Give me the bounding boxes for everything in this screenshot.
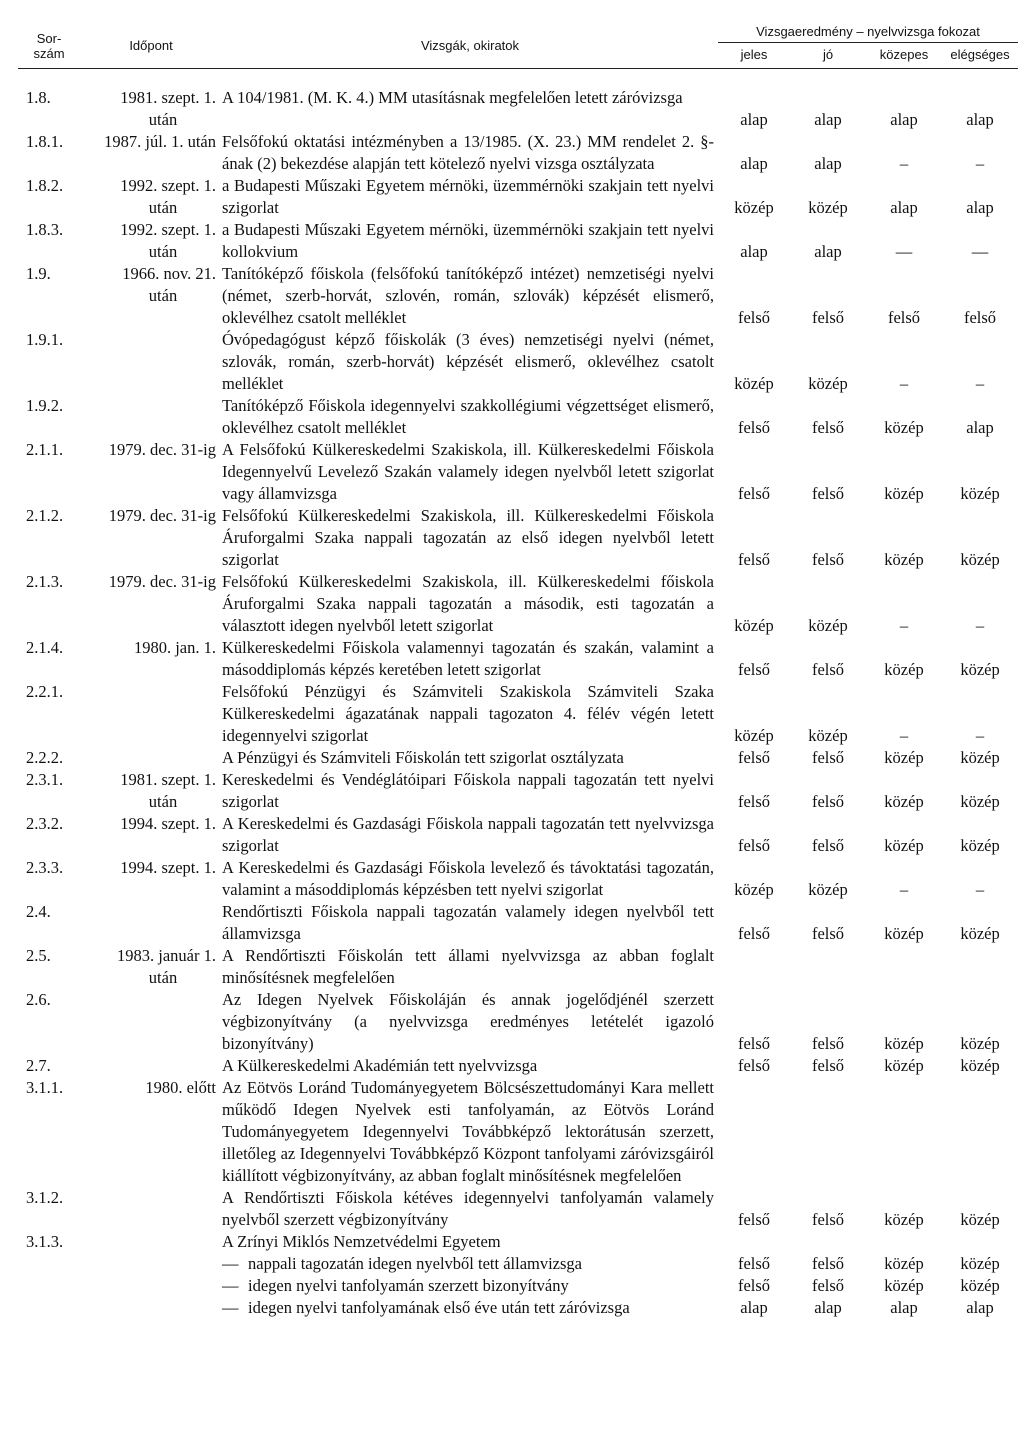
result-elegseges: közép: [960, 660, 1000, 679]
result-jo: alap: [814, 242, 842, 261]
row-number: 2.5.: [26, 946, 51, 965]
result-elegseges: közép: [960, 484, 1000, 503]
sub-row-description: [222, 1275, 718, 1297]
result-jeles: [718, 1231, 790, 1253]
result-elegseges: közép: [960, 836, 1000, 855]
row-date-line1: 1994. szept. 1.: [120, 858, 216, 877]
result-jeles: felső: [737, 836, 771, 855]
result-jeles: felső: [737, 418, 771, 437]
equivalence-table: [18, 18, 1018, 1319]
row-date: [80, 747, 222, 769]
row-description: A Kereskedelmi és Gazdasági Főiskola nappali tagozatán tett nyelvvizsga szigorlat: [222, 814, 714, 855]
result-kozepes: [866, 1077, 942, 1187]
row-date-line1: 1966. nov. 21.: [122, 264, 216, 283]
result-jo: felső: [811, 308, 845, 327]
result-kozepes: közép: [884, 550, 924, 569]
result-kozepes: közép: [884, 484, 924, 503]
table-row: [18, 69, 1018, 132]
row-number: 2.2.1.: [26, 682, 64, 701]
row-number: 2.4.: [26, 902, 51, 921]
header-number-line1: Sor-: [36, 30, 62, 46]
result-jeles: felső: [737, 660, 771, 679]
result-kozepes: –: [899, 154, 909, 173]
row-description: Felsőfokú Külkereskedelmi Szakiskola, ill. Külkereskedelmi főiskola Áruforgalmi Szaka nappali tagozatán a második, esti tagozatán a választott idegen nyelvből letett szigorlat: [222, 572, 714, 635]
row-date: [80, 901, 222, 945]
result-jeles: felső: [737, 1034, 771, 1053]
result-jo: alap: [814, 1298, 842, 1317]
row-number: 1.8.: [26, 88, 51, 107]
row-date-line1: 1983. január 1.: [117, 946, 216, 965]
row-date: [80, 439, 222, 505]
sub-row-number-empty: [18, 1253, 80, 1275]
result-jo: közép: [808, 726, 848, 745]
row-description: Az Idegen Nyelvek Főiskoláján és annak jogelődjénél szerzett végbizonyítvány (a nyelvvizsga eredményes letételét igazoló bizonyítvány): [222, 990, 714, 1053]
header-grade-jo: jó: [790, 43, 866, 69]
result-jeles: közép: [734, 374, 774, 393]
result-elegseges: közép: [960, 792, 1000, 811]
table-row: [18, 1231, 1018, 1253]
row-date-line1: 1994. szept. 1.: [120, 814, 216, 833]
row-date-line1: 1981. szept. 1.: [120, 88, 216, 107]
row-number: 2.1.3.: [26, 572, 64, 591]
row-description: a Budapesti Műszaki Egyetem mérnöki, üzemmérnöki szakjain tett nyelvi szigorlat: [222, 176, 714, 217]
row-date: [80, 1077, 222, 1187]
sub-row: [18, 1275, 1018, 1297]
row-date: [80, 329, 222, 395]
sub-row-date-empty: [80, 1253, 222, 1275]
result-jeles: közép: [734, 616, 774, 635]
result-jeles: felső: [737, 924, 771, 943]
result-kozepes: –: [899, 374, 909, 393]
header-grade-kozepes: közepes: [866, 43, 942, 69]
table-row: [18, 263, 1018, 329]
table-row: [18, 395, 1018, 439]
row-description: Óvópedagógust képző főiskolák (3 éves) nemzetiségi nyelvi (német, szlovák, román, szerb-horvát) képzését elismerő, oklevélhez csatolt melléklet: [222, 330, 714, 393]
result-jeles: közép: [734, 198, 774, 217]
row-date-line2: után: [148, 242, 178, 261]
header-description: Vizsgák, okiratok: [222, 18, 718, 69]
table-row: [18, 989, 1018, 1055]
result-kozepes: közép: [884, 660, 924, 679]
result-jeles: alap: [740, 242, 768, 261]
row-number: 2.1.4.: [26, 638, 64, 657]
result-elegseges: —: [971, 242, 989, 261]
result-kozepes: [866, 945, 942, 989]
row-date: [80, 1187, 222, 1231]
header-grade-jeles: jeles: [718, 43, 790, 69]
result-elegseges: –: [975, 374, 985, 393]
header-grade-elegseges: elégséges: [942, 43, 1018, 69]
result-elegseges: [942, 1231, 1018, 1253]
result-kozepes: [866, 1231, 942, 1253]
result-jeles: alap: [740, 110, 768, 129]
row-number: 2.2.2.: [26, 748, 64, 767]
result-jeles: alap: [740, 154, 768, 173]
table-row: [18, 681, 1018, 747]
row-number: 2.7.: [26, 1056, 51, 1075]
row-date-line1: 1980. előtt: [145, 1078, 216, 1097]
result-jo: közép: [808, 880, 848, 899]
sub-row-number-empty: [18, 1297, 80, 1319]
table-row: [18, 571, 1018, 637]
result-elegseges: [942, 945, 1018, 989]
result-jo: felső: [811, 1034, 845, 1053]
result-jo: felső: [811, 418, 845, 437]
row-date-line1: 1979. dec. 31-ig: [108, 506, 216, 525]
result-jeles: felső: [737, 748, 771, 767]
sub-row-text: idegen nyelvi tanfolyamán szerzett bizonyítvány: [248, 1276, 569, 1295]
result-jo: felső: [811, 550, 845, 569]
row-description: A Felsőfokú Külkereskedelmi Szakiskola, ill. Külkereskedelmi Főiskola Idegennyelvű Levelező Szakán valamely idegen nyelvből letett szigorlat vagy államvizsga: [222, 440, 714, 503]
row-date-line1: 1981. szept. 1.: [120, 770, 216, 789]
table-row: [18, 901, 1018, 945]
result-kozepes: közép: [884, 1210, 924, 1229]
result-kozepes: felső: [887, 308, 921, 327]
result-jo: felső: [811, 1276, 845, 1295]
result-kozepes: alap: [890, 1298, 918, 1317]
document-page: [18, 18, 1018, 1319]
sub-row-description: [222, 1253, 718, 1275]
result-jeles: felső: [737, 1276, 771, 1295]
row-date-line1: 1992. szept. 1.: [120, 176, 216, 195]
result-jeles: felső: [737, 1210, 771, 1229]
result-kozepes: közép: [884, 1276, 924, 1295]
row-date-line2: után: [148, 110, 178, 129]
row-date: [80, 1055, 222, 1077]
row-number: 1.8.2.: [26, 176, 64, 195]
row-description: Felsőfokú Pénzügyi és Számviteli Szakiskola Számviteli Szaka Külkereskedelmi ágazatának nappali tagozaton 4. félév végén letett idegennyelvi szigorlat: [222, 682, 714, 745]
table-row: [18, 769, 1018, 813]
result-jo: közép: [808, 198, 848, 217]
table-row: [18, 857, 1018, 901]
result-jo: felső: [811, 1056, 845, 1075]
row-number: 2.1.2.: [26, 506, 64, 525]
row-number: 3.1.3.: [26, 1232, 64, 1251]
row-date: [80, 263, 222, 329]
result-elegseges: –: [975, 616, 985, 635]
row-number: 1.8.1.: [26, 132, 64, 151]
header-date: Időpont: [80, 18, 222, 69]
table-row: [18, 945, 1018, 989]
result-elegseges: alap: [966, 110, 994, 129]
row-number: 2.3.2.: [26, 814, 64, 833]
sub-row-date-empty: [80, 1297, 222, 1319]
result-kozepes: –: [899, 616, 909, 635]
row-description: A Pénzügyi és Számviteli Főiskolán tett szigorlat osztályzata: [222, 748, 624, 767]
result-elegseges: –: [975, 154, 985, 173]
row-date: [80, 813, 222, 857]
row-date-line2: után: [148, 198, 178, 217]
dash-bullet: —: [222, 1254, 239, 1273]
result-jeles: [718, 945, 790, 989]
result-jo: [790, 1077, 866, 1187]
row-date: [80, 637, 222, 681]
result-jeles: alap: [740, 1298, 768, 1317]
row-date: [80, 219, 222, 263]
result-elegseges: alap: [966, 198, 994, 217]
table-row: [18, 1055, 1018, 1077]
result-elegseges: közép: [960, 1276, 1000, 1295]
result-jeles: felső: [737, 484, 771, 503]
row-date: [80, 131, 222, 175]
row-date: [80, 1231, 222, 1253]
row-number: 1.9.1.: [26, 330, 64, 349]
row-number: 2.1.1.: [26, 440, 64, 459]
row-description: Rendőrtiszti Főiskola nappali tagozatán valamely idegen nyelvből tett államvizsga: [222, 902, 714, 943]
result-elegseges: –: [975, 726, 985, 745]
row-date: [80, 571, 222, 637]
result-kozepes: közép: [884, 792, 924, 811]
header-result-group: Vizsgaeredmény – nyelvvizsga fokozat: [718, 18, 1018, 43]
sub-row: [18, 1297, 1018, 1319]
row-description: Felsőfokú oktatási intézményben a 13/1985. (X. 23.) MM rendelet 2. §-ának (2) bekezdése alapján tett kötelező nyelvi vizsga osztályzata: [222, 132, 714, 173]
result-elegseges: közép: [960, 748, 1000, 767]
row-description: A Rendőrtiszti Főiskolán tett állami nyelvvizsga az abban foglalt minősítésnek megfelelően: [222, 946, 714, 987]
row-number: 2.6.: [26, 990, 51, 1009]
result-jo: alap: [814, 154, 842, 173]
sub-row-number-empty: [18, 1275, 80, 1297]
result-kozepes: közép: [884, 1034, 924, 1053]
table-row: [18, 1077, 1018, 1187]
result-kozepes: közép: [884, 1254, 924, 1273]
result-jo: [790, 1231, 866, 1253]
result-jo: felső: [811, 924, 845, 943]
table-row: [18, 505, 1018, 571]
row-number: 3.1.1.: [26, 1078, 64, 1097]
row-number: 1.8.3.: [26, 220, 64, 239]
result-jeles: felső: [737, 550, 771, 569]
result-kozepes: közép: [884, 418, 924, 437]
result-elegseges: alap: [966, 1298, 994, 1317]
result-kozepes: közép: [884, 748, 924, 767]
result-elegseges: közép: [960, 550, 1000, 569]
table-row: [18, 439, 1018, 505]
row-date-line2: után: [148, 968, 178, 987]
row-description: Kereskedelmi és Vendéglátóipari Főiskola nappali tagozatán tett nyelvi szigorlat: [222, 770, 714, 811]
row-date: [80, 857, 222, 901]
result-jo: felső: [811, 1254, 845, 1273]
result-elegseges: közép: [960, 1254, 1000, 1273]
row-date: [80, 681, 222, 747]
table-body: [18, 69, 1018, 1320]
result-kozepes: –: [899, 726, 909, 745]
result-jeles: felső: [737, 792, 771, 811]
result-jo: felső: [811, 792, 845, 811]
dash-bullet: —: [222, 1298, 239, 1317]
row-date: [80, 769, 222, 813]
result-elegseges: közép: [960, 924, 1000, 943]
result-jo: felső: [811, 660, 845, 679]
result-kozepes: alap: [890, 110, 918, 129]
row-date-line2: után: [148, 792, 178, 811]
result-elegseges: közép: [960, 1056, 1000, 1075]
result-jo: felső: [811, 1210, 845, 1229]
result-jeles: [718, 1077, 790, 1187]
sub-row-text: idegen nyelvi tanfolyamának első éve után tett záróvizsga: [248, 1298, 630, 1317]
result-jo: felső: [811, 484, 845, 503]
result-jo: közép: [808, 374, 848, 393]
table-header: [18, 18, 1018, 69]
row-date-line1: 1987. júl. 1. után: [104, 132, 216, 151]
row-date: [80, 505, 222, 571]
row-date: [80, 395, 222, 439]
result-elegseges: felső: [963, 308, 997, 327]
row-number: 2.3.3.: [26, 858, 64, 877]
result-jeles: felső: [737, 1056, 771, 1075]
row-date-line1: 1979. dec. 31-ig: [108, 572, 216, 591]
result-jo: felső: [811, 748, 845, 767]
header-number: [18, 18, 80, 69]
table-row: [18, 747, 1018, 769]
result-elegseges: közép: [960, 1210, 1000, 1229]
table-row: [18, 637, 1018, 681]
row-date-line1: 1992. szept. 1.: [120, 220, 216, 239]
row-number: 2.3.1.: [26, 770, 64, 789]
sub-row: [18, 1253, 1018, 1275]
table-row: [18, 1187, 1018, 1231]
sub-row-date-empty: [80, 1275, 222, 1297]
row-date: [80, 945, 222, 989]
row-description: A Kereskedelmi és Gazdasági Főiskola levelező és távoktatási tagozatán, valamint a másoddiplomás képzésben tett nyelvi szigorlat: [222, 858, 714, 899]
row-description: Külkereskedelmi Főiskola valamennyi tagozatán és szakán, valamint a másoddiplomás képzés keretében letett szigorlat: [222, 638, 714, 679]
row-description: A Zrínyi Miklós Nemzetvédelmi Egyetem: [222, 1232, 501, 1251]
row-date-line1: 1979. dec. 31-ig: [108, 440, 216, 459]
table-row: [18, 131, 1018, 175]
result-jeles: felső: [737, 1254, 771, 1273]
row-date: [80, 69, 222, 132]
row-date: [80, 989, 222, 1055]
table-row: [18, 175, 1018, 219]
result-kozepes: —: [895, 242, 913, 261]
result-jeles: közép: [734, 880, 774, 899]
row-description: Felsőfokú Külkereskedelmi Szakiskola, ill. Külkereskedelmi Főiskola Áruforgalmi Szaka nappali tagozatán az első idegen nyelvből letett szigorlat: [222, 506, 714, 569]
result-kozepes: közép: [884, 836, 924, 855]
result-jo: közép: [808, 616, 848, 635]
result-kozepes: –: [899, 880, 909, 899]
sub-row-description: [222, 1297, 718, 1319]
result-elegseges: –: [975, 880, 985, 899]
result-jeles: felső: [737, 308, 771, 327]
header-number-line2: szám: [33, 45, 65, 61]
row-number: 3.1.2.: [26, 1188, 64, 1207]
result-elegseges: közép: [960, 1034, 1000, 1053]
result-jo: alap: [814, 110, 842, 129]
sub-row-text: nappali tagozatán idegen nyelvből tett államvizsga: [248, 1254, 583, 1273]
result-kozepes: alap: [890, 198, 918, 217]
result-jo: [790, 945, 866, 989]
row-number: 1.9.2.: [26, 396, 64, 415]
row-number: 1.9.: [26, 264, 51, 283]
result-jeles: közép: [734, 726, 774, 745]
row-description: A Rendőrtiszti Főiskola kétéves idegennyelvi tanfolyamán valamely nyelvből szerzett végbizonyítvány: [222, 1188, 714, 1229]
result-jo: felső: [811, 836, 845, 855]
table-row: [18, 329, 1018, 395]
row-description: A 104/1981. (M. K. 4.) MM utasításnak megfelelően letett záróvizsga: [222, 88, 683, 107]
table-row: [18, 813, 1018, 857]
result-elegseges: alap: [966, 418, 994, 437]
row-description: Tanítóképző főiskola (felsőfokú tanítóképző intézet) nemzetiségi nyelvi (német, szerb-horvát, szlovén, román, szlovák) képzését elismerő, oklevélhez csatolt melléklet: [222, 264, 714, 327]
dash-bullet: —: [222, 1276, 239, 1295]
row-description: Tanítóképző Főiskola idegennyelvi szakkollégiumi végzettséget elismerő, oklevélhez csatolt melléklet: [222, 396, 714, 437]
table-row: [18, 219, 1018, 263]
row-description: A Külkereskedelmi Akadémián tett nyelvvizsga: [222, 1056, 538, 1075]
result-kozepes: közép: [884, 924, 924, 943]
result-kozepes: közép: [884, 1056, 924, 1075]
row-date: [80, 175, 222, 219]
row-description: a Budapesti Műszaki Egyetem mérnöki, üzemmérnöki szakjain tett nyelvi kollokvium: [222, 220, 714, 261]
row-description: Az Eötvös Loránd Tudományegyetem Bölcsészettudományi Kara mellett működő Idegen Nyelvek esti tanfolyamán, az Eötvös Loránd Tudományegyetem Idegennyelvi Továbbképző lektorátusán szerzett, illetőleg az Idegennyelvi Továbbképző Központ tanfolyami záróvizsgáiról kiállított végbizonyítvány, az abban foglalt minősítésnek megfelelően: [222, 1078, 714, 1185]
row-date-line1: 1980. jan. 1.: [133, 638, 216, 657]
row-date-line2: után: [148, 286, 178, 305]
result-elegseges: [942, 1077, 1018, 1187]
